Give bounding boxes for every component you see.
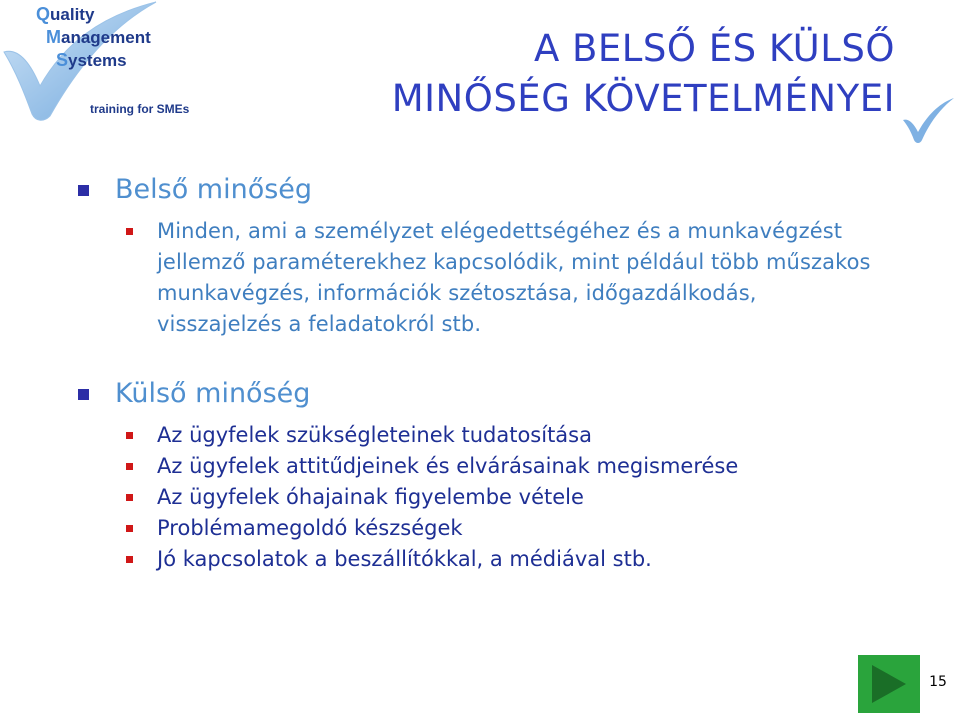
list-item: Az ügyfelek szükségleteinek tudatosítása	[126, 420, 952, 451]
logo-line-management: Management	[46, 27, 151, 47]
quality-management-systems-logo	[0, 0, 200, 125]
small-square-bullet-icon	[126, 556, 133, 563]
logo-tagline: training for SMEs	[90, 102, 190, 116]
small-square-bullet-icon	[126, 463, 133, 470]
small-square-bullet-icon	[126, 525, 133, 532]
list-item: Problémamegoldó készségek	[126, 513, 952, 544]
section-internal-quality	[72, 170, 952, 340]
section-heading-external-quality: Külső minőség	[72, 374, 952, 414]
list-item: Jó kapcsolatok a beszállítókkal, a médiával stb.	[126, 544, 952, 575]
page-number: 15	[929, 674, 947, 690]
logo-line-quality: Quality	[36, 4, 95, 24]
next-slide-button[interactable]	[858, 655, 920, 713]
page-title-line-2: MINŐSÉG KÖVETELMÉNYEI	[391, 77, 895, 120]
list-item: Az ügyfelek attitűdjeinek és elvárásainak megismerése	[126, 451, 952, 482]
title-checkmark-icon	[900, 96, 956, 146]
slide-content	[72, 170, 952, 609]
list-item: Az ügyfelek óhajainak figyelembe vétele	[126, 482, 952, 513]
square-bullet-icon	[78, 389, 89, 400]
small-square-bullet-icon	[126, 494, 133, 501]
square-bullet-icon	[78, 185, 89, 196]
small-square-bullet-icon	[126, 432, 133, 439]
logo-line-systems: Systems	[56, 50, 127, 70]
list-item: Minden, ami a személyzet elégedettségéhez és a munkavégzést jellemző paraméterekhez kapcsolódik, mint például több műszakos munkavégzés, információk szétosztása, időgazdálkodás, visszajelzés a feladatokról stb.	[126, 216, 952, 340]
page-title-line-1: A BELSŐ ÉS KÜLSŐ	[533, 27, 895, 70]
section-heading-internal-quality: Belső minőség	[72, 170, 952, 210]
external-quality-list	[126, 420, 952, 575]
section-external-quality	[72, 374, 952, 575]
internal-quality-list	[126, 216, 952, 340]
small-square-bullet-icon	[126, 228, 133, 235]
page-title	[392, 24, 895, 124]
play-arrow-icon	[870, 663, 908, 705]
